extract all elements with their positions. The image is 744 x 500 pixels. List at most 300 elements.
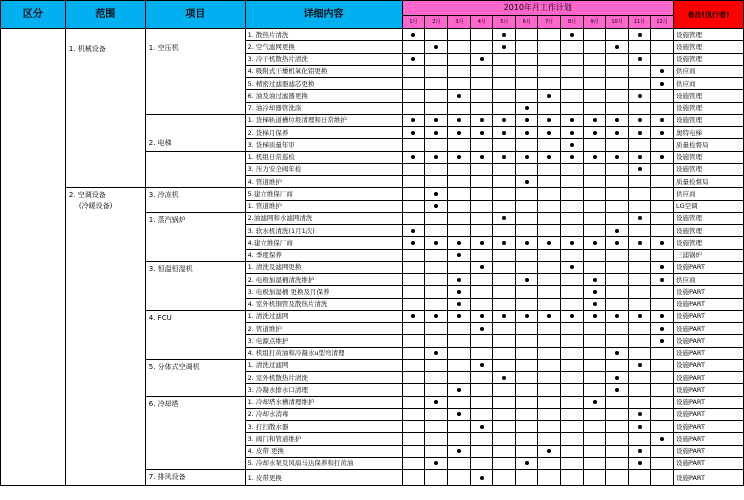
month-cell (606, 114, 629, 126)
month-cell (516, 396, 538, 408)
month-cell (516, 261, 538, 273)
month-cell (561, 188, 584, 200)
note-cell: 设施管理 (673, 212, 743, 224)
month-cell (448, 65, 471, 77)
note-cell: 设施PART (673, 457, 743, 469)
detail-cell: 4.建立维保厂商 (245, 237, 402, 249)
month-cell (561, 470, 584, 486)
month-cell (402, 261, 425, 273)
schedule-dot (638, 412, 642, 416)
month-header: 7月 (538, 16, 561, 29)
month-cell (629, 359, 651, 371)
month-cell (493, 65, 516, 77)
schedule-dot (434, 118, 438, 122)
month-cell (606, 188, 629, 200)
month-cell (425, 53, 448, 65)
month-cell (402, 78, 425, 90)
month-cell (561, 41, 584, 53)
note-cell: 三浦锅炉 (673, 249, 743, 261)
month-cell (651, 274, 674, 286)
schedule-dot (457, 155, 461, 159)
schedule-dot (593, 302, 597, 306)
month-cell (584, 139, 606, 151)
month-cell (448, 163, 471, 175)
month-cell (561, 421, 584, 433)
month-cell (448, 139, 471, 151)
month-cell (516, 445, 538, 457)
month-cell (516, 298, 538, 310)
month-cell (651, 212, 674, 224)
month-cell (448, 90, 471, 102)
schedule-dot (638, 241, 642, 245)
schedule-dot (457, 302, 461, 306)
month-cell (448, 445, 471, 457)
month-cell (425, 274, 448, 286)
month-cell (561, 176, 584, 188)
month-cell (471, 212, 493, 224)
item-cell: 4. FCU (145, 310, 245, 359)
month-cell (561, 78, 584, 90)
month-cell (629, 29, 651, 41)
month-cell (493, 151, 516, 163)
month-cell (538, 127, 561, 139)
month-cell (651, 200, 674, 212)
schedule-dot (457, 118, 461, 122)
month-cell (606, 310, 629, 322)
month-cell (651, 41, 674, 53)
month-cell (471, 225, 493, 237)
month-cell (516, 65, 538, 77)
note-cell: 设施管理 (673, 41, 743, 53)
month-cell (606, 347, 629, 359)
month-header: 10月 (606, 16, 629, 29)
month-cell (471, 286, 493, 298)
month-cell (538, 114, 561, 126)
month-cell (629, 372, 651, 384)
item-cell: 5. 分体式空调机 (145, 359, 245, 396)
schedule-dot (660, 155, 664, 159)
note-cell: 奥特电梯 (673, 127, 743, 139)
month-cell (493, 396, 516, 408)
month-cell (471, 139, 493, 151)
month-cell (425, 470, 448, 486)
month-cell (651, 237, 674, 249)
schedule-dot (525, 180, 529, 184)
month-cell (561, 237, 584, 249)
month-cell (448, 29, 471, 41)
schedule-dot (593, 314, 597, 318)
month-cell (561, 335, 584, 347)
month-cell (538, 41, 561, 53)
month-cell (629, 188, 651, 200)
schedule-dot (502, 118, 506, 122)
month-cell (448, 396, 471, 408)
month-cell (402, 65, 425, 77)
month-cell (493, 78, 516, 90)
month-cell (584, 237, 606, 249)
month-cell (538, 421, 561, 433)
month-cell (651, 29, 674, 41)
schedule-dot (615, 351, 619, 355)
month-cell (516, 433, 538, 445)
schedule-dot (411, 314, 415, 318)
month-cell (402, 274, 425, 286)
month-cell (606, 384, 629, 396)
note-cell: 设施PART (673, 372, 743, 384)
month-cell (471, 90, 493, 102)
note-cell: 供应商 (673, 188, 743, 200)
month-cell (516, 188, 538, 200)
month-cell (561, 29, 584, 41)
schedule-dot (434, 351, 438, 355)
month-header: 1月 (402, 16, 425, 29)
month-cell (606, 249, 629, 261)
month-cell (538, 261, 561, 273)
month-header: 6月 (516, 16, 538, 29)
note-cell: 设施管理 (673, 90, 743, 102)
month-cell (402, 310, 425, 322)
month-cell (538, 347, 561, 359)
month-cell (493, 53, 516, 65)
detail-cell: 3. 电源点维护 (245, 335, 402, 347)
month-cell (651, 359, 674, 371)
month-cell (538, 102, 561, 114)
month-cell (561, 445, 584, 457)
month-cell (402, 225, 425, 237)
month-cell (629, 347, 651, 359)
schedule-dot (570, 143, 574, 147)
month-cell (651, 421, 674, 433)
schedule-dot (615, 118, 619, 122)
month-cell (425, 90, 448, 102)
month-cell (606, 237, 629, 249)
month-cell (493, 457, 516, 469)
month-cell (493, 310, 516, 322)
month-cell (584, 298, 606, 310)
schedule-dot (434, 314, 438, 318)
month-cell (561, 433, 584, 445)
month-cell (561, 286, 584, 298)
month-cell (402, 139, 425, 151)
month-cell (448, 249, 471, 261)
month-cell (493, 102, 516, 114)
schedule-dot (502, 33, 506, 37)
schedule-dot (547, 118, 551, 122)
schedule-dot (525, 131, 529, 135)
month-cell (493, 41, 516, 53)
month-cell (561, 274, 584, 286)
note-cell: 设施管理 (673, 53, 743, 65)
month-cell (448, 286, 471, 298)
month-cell (651, 323, 674, 335)
month-cell (584, 335, 606, 347)
month-cell (629, 421, 651, 433)
item-cell: 3. 冷冻机 (145, 188, 245, 213)
month-cell (629, 78, 651, 90)
detail-cell: 2.油滤网和水滤网清洗 (245, 212, 402, 224)
month-cell (629, 310, 651, 322)
month-cell (629, 298, 651, 310)
month-cell (606, 176, 629, 188)
note-cell: 设施管理 (673, 29, 743, 41)
note-cell: 设施PART (673, 408, 743, 420)
month-cell (651, 163, 674, 175)
month-cell (629, 65, 651, 77)
month-cell (516, 310, 538, 322)
month-cell (651, 102, 674, 114)
month-cell (448, 359, 471, 371)
month-cell (425, 188, 448, 200)
month-cell (448, 298, 471, 310)
month-cell (425, 347, 448, 359)
month-cell (561, 372, 584, 384)
schedule-dot (593, 155, 597, 159)
item-cell: 1. 蒸汽锅炉 (145, 212, 245, 261)
month-cell (606, 41, 629, 53)
month-cell (448, 237, 471, 249)
month-cell (402, 421, 425, 433)
month-cell (493, 298, 516, 310)
schedule-dot (547, 449, 551, 453)
detail-cell: 3. 软水机清洗(1月1次) (245, 225, 402, 237)
month-cell (425, 29, 448, 41)
header-detail: 详细内容 (245, 1, 402, 29)
month-cell (538, 335, 561, 347)
month-cell (471, 41, 493, 53)
month-cell (516, 457, 538, 469)
month-cell (402, 408, 425, 420)
month-cell (493, 212, 516, 224)
month-cell (471, 347, 493, 359)
month-cell (584, 53, 606, 65)
month-cell (493, 274, 516, 286)
month-cell (651, 286, 674, 298)
schedule-dot (480, 327, 484, 331)
schedule-dot (480, 241, 484, 245)
month-cell (425, 249, 448, 261)
month-cell (448, 433, 471, 445)
schedule-dot (434, 155, 438, 159)
note-cell: 设施PART (673, 347, 743, 359)
detail-cell: 6. 油及油过滤器更换 (245, 90, 402, 102)
schedule-dot (411, 241, 415, 245)
schedule-dot (411, 155, 415, 159)
month-cell (584, 457, 606, 469)
item-cell: 2. 电梯 (145, 114, 245, 151)
month-cell (606, 372, 629, 384)
note-cell: 设施PART (673, 323, 743, 335)
month-cell (448, 188, 471, 200)
month-cell (425, 384, 448, 396)
month-cell (538, 396, 561, 408)
month-cell (493, 237, 516, 249)
month-cell (606, 261, 629, 273)
detail-cell: 3. 打扫散水器 (245, 421, 402, 433)
schedule-dot (525, 461, 529, 465)
detail-cell: 5.建立维保厂商 (245, 188, 402, 200)
month-cell (651, 261, 674, 273)
month-cell (493, 323, 516, 335)
month-cell (493, 249, 516, 261)
month-cell (516, 200, 538, 212)
note-cell: 质量检督局 (673, 139, 743, 151)
month-cell (606, 225, 629, 237)
month-cell (516, 78, 538, 90)
month-cell (425, 139, 448, 151)
month-cell (448, 310, 471, 322)
detail-cell: 3. 冷凝水排水口清理 (245, 384, 402, 396)
month-cell (425, 323, 448, 335)
detail-cell: 3. 压力安全阀年检 (245, 163, 402, 175)
month-cell (425, 65, 448, 77)
month-cell (448, 421, 471, 433)
month-cell (538, 445, 561, 457)
schedule-dot (525, 314, 529, 318)
month-cell (538, 457, 561, 469)
detail-cell: 7. 油冷却器管洗涤 (245, 102, 402, 114)
month-cell (516, 421, 538, 433)
month-cell (516, 90, 538, 102)
schedule-dot (615, 45, 619, 49)
month-cell (629, 212, 651, 224)
month-header: 3月 (448, 16, 471, 29)
month-cell (471, 53, 493, 65)
month-cell (629, 176, 651, 188)
month-cell (584, 41, 606, 53)
month-cell (493, 90, 516, 102)
detail-cell: 5. 精密过滤器滤芯更换 (245, 78, 402, 90)
month-cell (561, 396, 584, 408)
note-cell: 供应商 (673, 65, 743, 77)
month-cell (471, 445, 493, 457)
detail-cell: 5. 冷却水泵及风扇马达保养和打黄油 (245, 457, 402, 469)
month-cell (561, 200, 584, 212)
month-cell (651, 53, 674, 65)
schedule-dot (638, 131, 642, 135)
month-cell (425, 114, 448, 126)
month-cell (448, 372, 471, 384)
table-row (1, 29, 744, 41)
note-cell: 设施PART (673, 421, 743, 433)
item-cell: 3. 恒温恒湿机 (145, 261, 245, 310)
month-cell (493, 347, 516, 359)
month-cell (538, 470, 561, 486)
month-header: 4月 (471, 16, 493, 29)
note-cell: 设施PART (673, 359, 743, 371)
month-cell (606, 359, 629, 371)
month-cell (584, 212, 606, 224)
schedule-dot (547, 94, 551, 98)
month-cell (584, 102, 606, 114)
month-cell (471, 310, 493, 322)
month-cell (629, 53, 651, 65)
month-cell (584, 114, 606, 126)
note-cell: 质量检督局 (673, 176, 743, 188)
note-cell: 设施管理 (673, 151, 743, 163)
month-cell (561, 151, 584, 163)
schedule-dot (480, 314, 484, 318)
month-cell (516, 384, 538, 396)
month-cell (471, 384, 493, 396)
schedule-dot (434, 241, 438, 245)
month-cell (425, 212, 448, 224)
detail-cell: 2. 货梯月保养 (245, 127, 402, 139)
detail-cell: 3. 货梯质量年审 (245, 139, 402, 151)
month-cell (629, 102, 651, 114)
month-cell (425, 421, 448, 433)
month-cell (471, 102, 493, 114)
month-cell (606, 445, 629, 457)
month-cell (402, 384, 425, 396)
month-cell (651, 127, 674, 139)
detail-cell: 4. 机组打黄油和冷凝水u型弯清理 (245, 347, 402, 359)
month-cell (402, 200, 425, 212)
schedule-dot (525, 278, 529, 282)
schedule-dot (457, 290, 461, 294)
month-cell (584, 176, 606, 188)
month-cell (629, 200, 651, 212)
area-cell (1, 29, 66, 486)
month-cell (651, 310, 674, 322)
detail-cell: 2. 冷却水消毒 (245, 408, 402, 420)
month-cell (538, 53, 561, 65)
month-cell (402, 163, 425, 175)
month-cell (561, 127, 584, 139)
schedule-dot (480, 265, 484, 269)
schedule-dot (638, 155, 642, 159)
month-cell (493, 188, 516, 200)
month-cell (651, 347, 674, 359)
month-cell (402, 237, 425, 249)
month-cell (425, 396, 448, 408)
note-cell: 设施PART (673, 433, 743, 445)
month-cell (402, 347, 425, 359)
month-cell (493, 163, 516, 175)
month-cell (561, 225, 584, 237)
schedule-dot (638, 118, 642, 122)
schedule-dot (480, 118, 484, 122)
month-cell (402, 90, 425, 102)
month-cell (629, 139, 651, 151)
note-cell: 设施PART (673, 335, 743, 347)
month-cell (606, 274, 629, 286)
month-cell (402, 127, 425, 139)
month-cell (493, 359, 516, 371)
month-cell (425, 457, 448, 469)
schedule-dot (638, 314, 642, 318)
schedule-dot (615, 131, 619, 135)
month-cell (651, 139, 674, 151)
month-cell (561, 65, 584, 77)
month-cell (425, 408, 448, 420)
month-cell (629, 396, 651, 408)
month-cell (584, 127, 606, 139)
month-cell (425, 359, 448, 371)
month-cell (493, 470, 516, 486)
month-cell (516, 274, 538, 286)
month-cell (561, 261, 584, 273)
month-cell (584, 286, 606, 298)
table-body (1, 29, 744, 486)
note-cell: 设施管理 (673, 237, 743, 249)
month-cell (584, 225, 606, 237)
month-cell (538, 237, 561, 249)
month-cell (538, 139, 561, 151)
schedule-dot (480, 131, 484, 135)
month-header: 12月 (651, 16, 674, 29)
month-cell (516, 323, 538, 335)
month-cell (584, 29, 606, 41)
